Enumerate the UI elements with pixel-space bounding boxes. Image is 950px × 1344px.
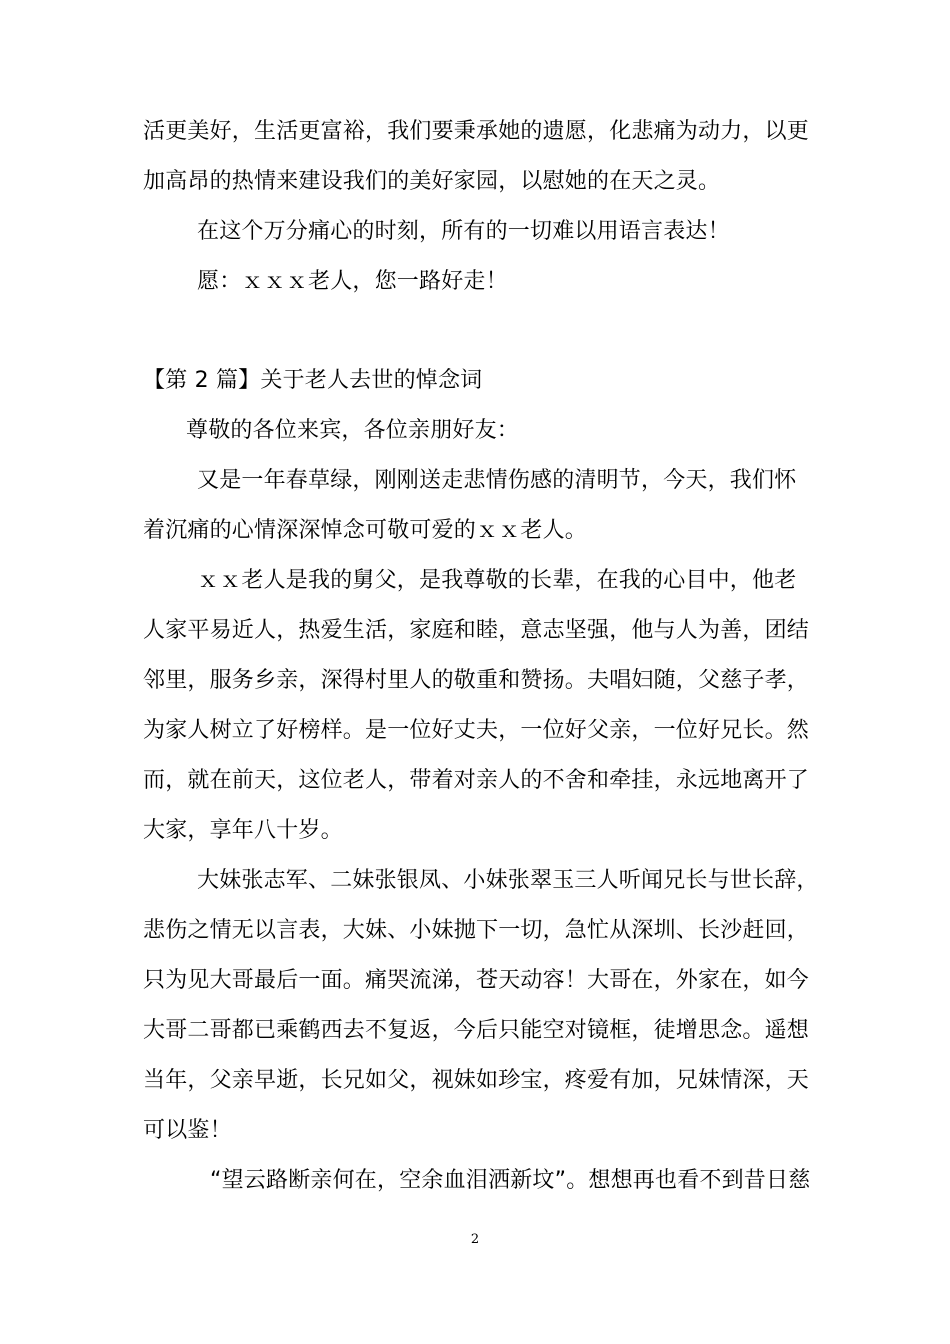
- text-line: 邻里，服务乡亲，深得村里人的敬重和赞扬。夫唱妇随，父慈子孝，: [143, 668, 810, 693]
- text-line: 又是一年春草绿，刚刚送走悲情伤感的清明节，今天，我们怀: [197, 468, 797, 493]
- text-line: 大家，享年八十岁。: [143, 818, 343, 843]
- text-line: 加高昂的热情来建设我们的美好家园，以慰她的在天之灵。: [143, 169, 721, 194]
- salutation: 尊敬的各位来宾，各位亲朋好友：: [186, 418, 520, 443]
- text-line: 愿：ｘｘｘ老人，您一路好走！: [197, 269, 508, 294]
- text-line: 在这个万分痛心的时刻，所有的一切难以用语言表达！: [197, 219, 730, 244]
- text-line: ｘｘ老人是我的舅父，是我尊敬的长辈，在我的心目中，他老: [197, 568, 797, 593]
- text-line: 大妹张志军、二妹张银凤、小妹张翠玉三人听闻兄长与世长辞，: [197, 868, 819, 893]
- section-heading: 【第 2 篇】关于老人去世的悼念词: [143, 368, 483, 393]
- text-line: 活更美好，生活更富裕，我们要秉承她的遗愿，化悲痛为动力，以更: [143, 119, 810, 144]
- text-line: 当年，父亲早逝，长兄如父，视妹如珍宝，疼爱有加，兄妹情深，天: [143, 1068, 810, 1093]
- text-line: 悲伤之情无以言表，大妹、小妹抛下一切，急忙从深圳、长沙赶回，: [143, 918, 810, 943]
- text-line: 大哥二哥都已乘鹤西去不复返，今后只能空对镜框，徒增思念。遥想: [143, 1018, 810, 1043]
- text-line: 而，就在前天，这位老人，带着对亲人的不舍和牵挂，永远地离开了: [143, 768, 810, 793]
- text-line: 为家人树立了好榜样。是一位好丈夫，一位好父亲，一位好兄长。然: [143, 718, 810, 743]
- text-line: 可以鉴！: [143, 1118, 232, 1143]
- text-line: 人家平易近人，热爱生活，家庭和睦，意志坚强，他与人为善，团结: [143, 618, 810, 643]
- text-line: 着沉痛的心情深深悼念可敬可爱的ｘｘ老人。: [143, 518, 588, 543]
- text-line: 只为见大哥最后一面。痛哭流涕，苍天动容！大哥在，外家在，如今: [143, 968, 810, 993]
- page-number: 2: [470, 1232, 480, 1247]
- text-line: “望云路断亲何在，空余血泪洒新坟”。想想再也看不到昔日慈: [210, 1168, 811, 1193]
